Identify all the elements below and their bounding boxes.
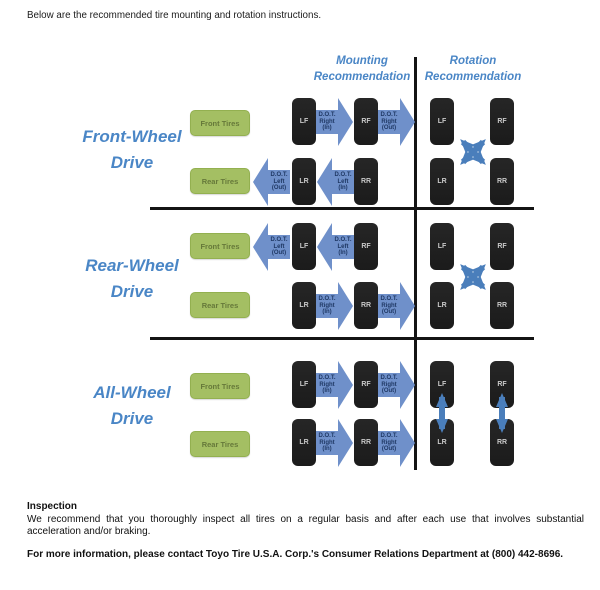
arrow-label-line: (In) [322,309,332,316]
tire-label: RF [497,118,507,125]
mounting-arrow [378,97,416,147]
inspection-heading: Inspection [27,501,78,512]
tire [354,282,378,329]
tire-label: LF [437,243,447,250]
arrow-label-line: Left [337,178,349,185]
arrow-label-line: D.O.T. [318,295,336,302]
arrow-label-line: Left [273,243,285,250]
arrow-label [332,172,354,192]
fwd-front-tires-badge [190,110,250,136]
arrow-label [316,112,338,132]
rotation-recommendation-header [420,53,526,85]
tire-label: RF [361,118,371,125]
drive-label-front-wheel [52,124,212,176]
tire-label: RF [361,243,371,250]
rwd-rear-tires-badge [190,292,250,318]
inspection-body: We recommend that you thoroughly inspect all tires on a regular basis and after each use that involves substantial acceleration and/or braking. [27,514,584,537]
rwd-mounting-rear-row [252,281,416,331]
arrow-label-line: Left [337,243,349,250]
mounting-arrow [316,418,354,468]
vertical-rotation-arrow-icon [435,384,449,442]
arrow-label [316,296,338,316]
badge-label: Rear Tires [201,300,239,310]
rwd-mounting-front-row [252,222,416,272]
badge-label: Front Tires [200,381,240,391]
awd-front-tires-badge [190,373,250,399]
cross-rotation-arrows-icon [450,255,496,299]
arrow-label-line: (Out) [381,309,397,316]
header-line: Recommendation [424,71,522,83]
arrow-label-line: Right [381,302,397,309]
arrow-label-line: D.O.T. [334,171,352,178]
arrow-label-line: (Out) [381,446,397,453]
tire-label: RR [360,178,372,185]
drive-label-line: Drive [110,282,154,301]
arrow-label-line: (Out) [271,185,287,192]
arrow-label-line: Right [319,118,335,125]
header-line: Recommendation [313,71,411,83]
drive-label-all-wheel [52,380,212,432]
tire-label: LR [437,178,447,185]
arrow-label [378,375,400,395]
arrow-label [378,112,400,132]
arrow-label-line: (In) [322,388,332,395]
tire-label: RF [497,381,507,388]
header-line: Mounting [336,55,388,67]
drive-label-line: Rear-Wheel [85,256,179,275]
drive-label-line: All-Wheel [93,383,171,402]
tire-label: LR [299,439,309,446]
badge-label: Front Tires [200,118,240,128]
mounting-arrow [378,360,416,410]
tire-label: LF [437,118,447,125]
arrow-label-line: D.O.T. [318,374,336,381]
arrow-label-line: D.O.T. [380,432,398,439]
arrow-label [268,237,290,257]
mounting-arrow [378,418,416,468]
tire [354,98,378,145]
tire-label: LR [437,302,447,309]
row-divider-2 [150,337,534,340]
drive-label-line: Drive [110,153,154,172]
arrow-label-line: D.O.T. [334,236,352,243]
arrow-label-line: Right [319,439,335,446]
cross-rotation-arrows-icon [450,130,496,174]
tire [292,282,316,329]
arrow-label-line: (Out) [381,388,397,395]
arrow-label-line: (Out) [271,250,287,257]
tire-label: LR [299,178,309,185]
arrow-label [316,375,338,395]
arrow-label-line: (In) [322,446,332,453]
tire [292,361,316,408]
awd-rear-tires-badge [190,431,250,457]
arrow-label-line: D.O.T. [380,374,398,381]
badge-label: Front Tires [200,241,240,251]
tire-label: RR [496,302,508,309]
tire [292,158,316,205]
arrow-label [332,237,354,257]
arrow-label [316,433,338,453]
arrow-label-line: (In) [338,185,348,192]
arrow-label-line: Right [381,118,397,125]
tire [354,223,378,270]
drive-label-line: Front-Wheel [82,127,182,146]
arrow-label-line: Right [319,302,335,309]
mounting-arrow [316,281,354,331]
arrow-label-line: (Out) [381,125,397,132]
mounting-arrow [316,360,354,410]
mounting-arrow [252,222,290,272]
mounting-arrow [316,157,354,207]
tire-label: LF [437,381,447,388]
vertical-rotation-arrow-icon [495,384,509,442]
arrow-label-line: D.O.T. [380,295,398,302]
arrow-label-line: D.O.T. [270,236,288,243]
arrow-label-line: Right [319,381,335,388]
tire-label: LR [437,439,447,446]
tire [354,419,378,466]
drive-label-line: Drive [110,409,154,428]
tire [292,223,316,270]
arrow-label-line: Right [381,381,397,388]
tire-label: LR [299,302,309,309]
rwd-front-tires-badge [190,233,250,259]
arrow-label-line: D.O.T. [270,171,288,178]
contact-info: For more information, please contact Toyo Tire U.S.A. Corp.'s Consumer Relations Department at (800) 442-8696. [27,549,564,560]
fwd-mounting-front-row [252,97,416,147]
badge-label: Rear Tires [201,176,239,186]
mounting-arrow [316,222,354,272]
mounting-arrow [378,281,416,331]
tire-label: RF [361,381,371,388]
mounting-arrow [316,97,354,147]
arrow-label-line: Right [381,439,397,446]
intro-text: Below are the recommended tire mounting and rotation instructions. [27,10,322,21]
tire [354,361,378,408]
tire-label: RF [497,243,507,250]
arrow-label [268,172,290,192]
fwd-rear-tires-badge [190,168,250,194]
arrow-label-line: D.O.T. [318,432,336,439]
arrow-label-line: (In) [338,250,348,257]
mounting-recommendation-header [292,53,432,85]
tire-label: RR [360,439,372,446]
tire-label: RR [496,439,508,446]
tire-label: RR [496,178,508,185]
arrow-label-line: Left [273,178,285,185]
mounting-arrow [252,157,290,207]
fwd-mounting-rear-row [252,157,416,207]
row-divider-1 [150,207,534,210]
drive-label-rear-wheel [52,253,212,305]
tire [292,419,316,466]
tire [354,158,378,205]
awd-mounting-rear-row [252,418,416,468]
arrow-label-line: D.O.T. [380,111,398,118]
arrow-label [378,433,400,453]
header-line: Rotation [449,55,497,67]
arrow-label-line: (In) [322,125,332,132]
tire [292,98,316,145]
arrow-label [378,296,400,316]
awd-mounting-front-row [252,360,416,410]
badge-label: Rear Tires [201,439,239,449]
tire-label: LF [299,243,309,250]
arrow-label-line: D.O.T. [318,111,336,118]
tire-label: RR [360,302,372,309]
tire-label: LF [299,118,309,125]
tire-label: LF [299,381,309,388]
